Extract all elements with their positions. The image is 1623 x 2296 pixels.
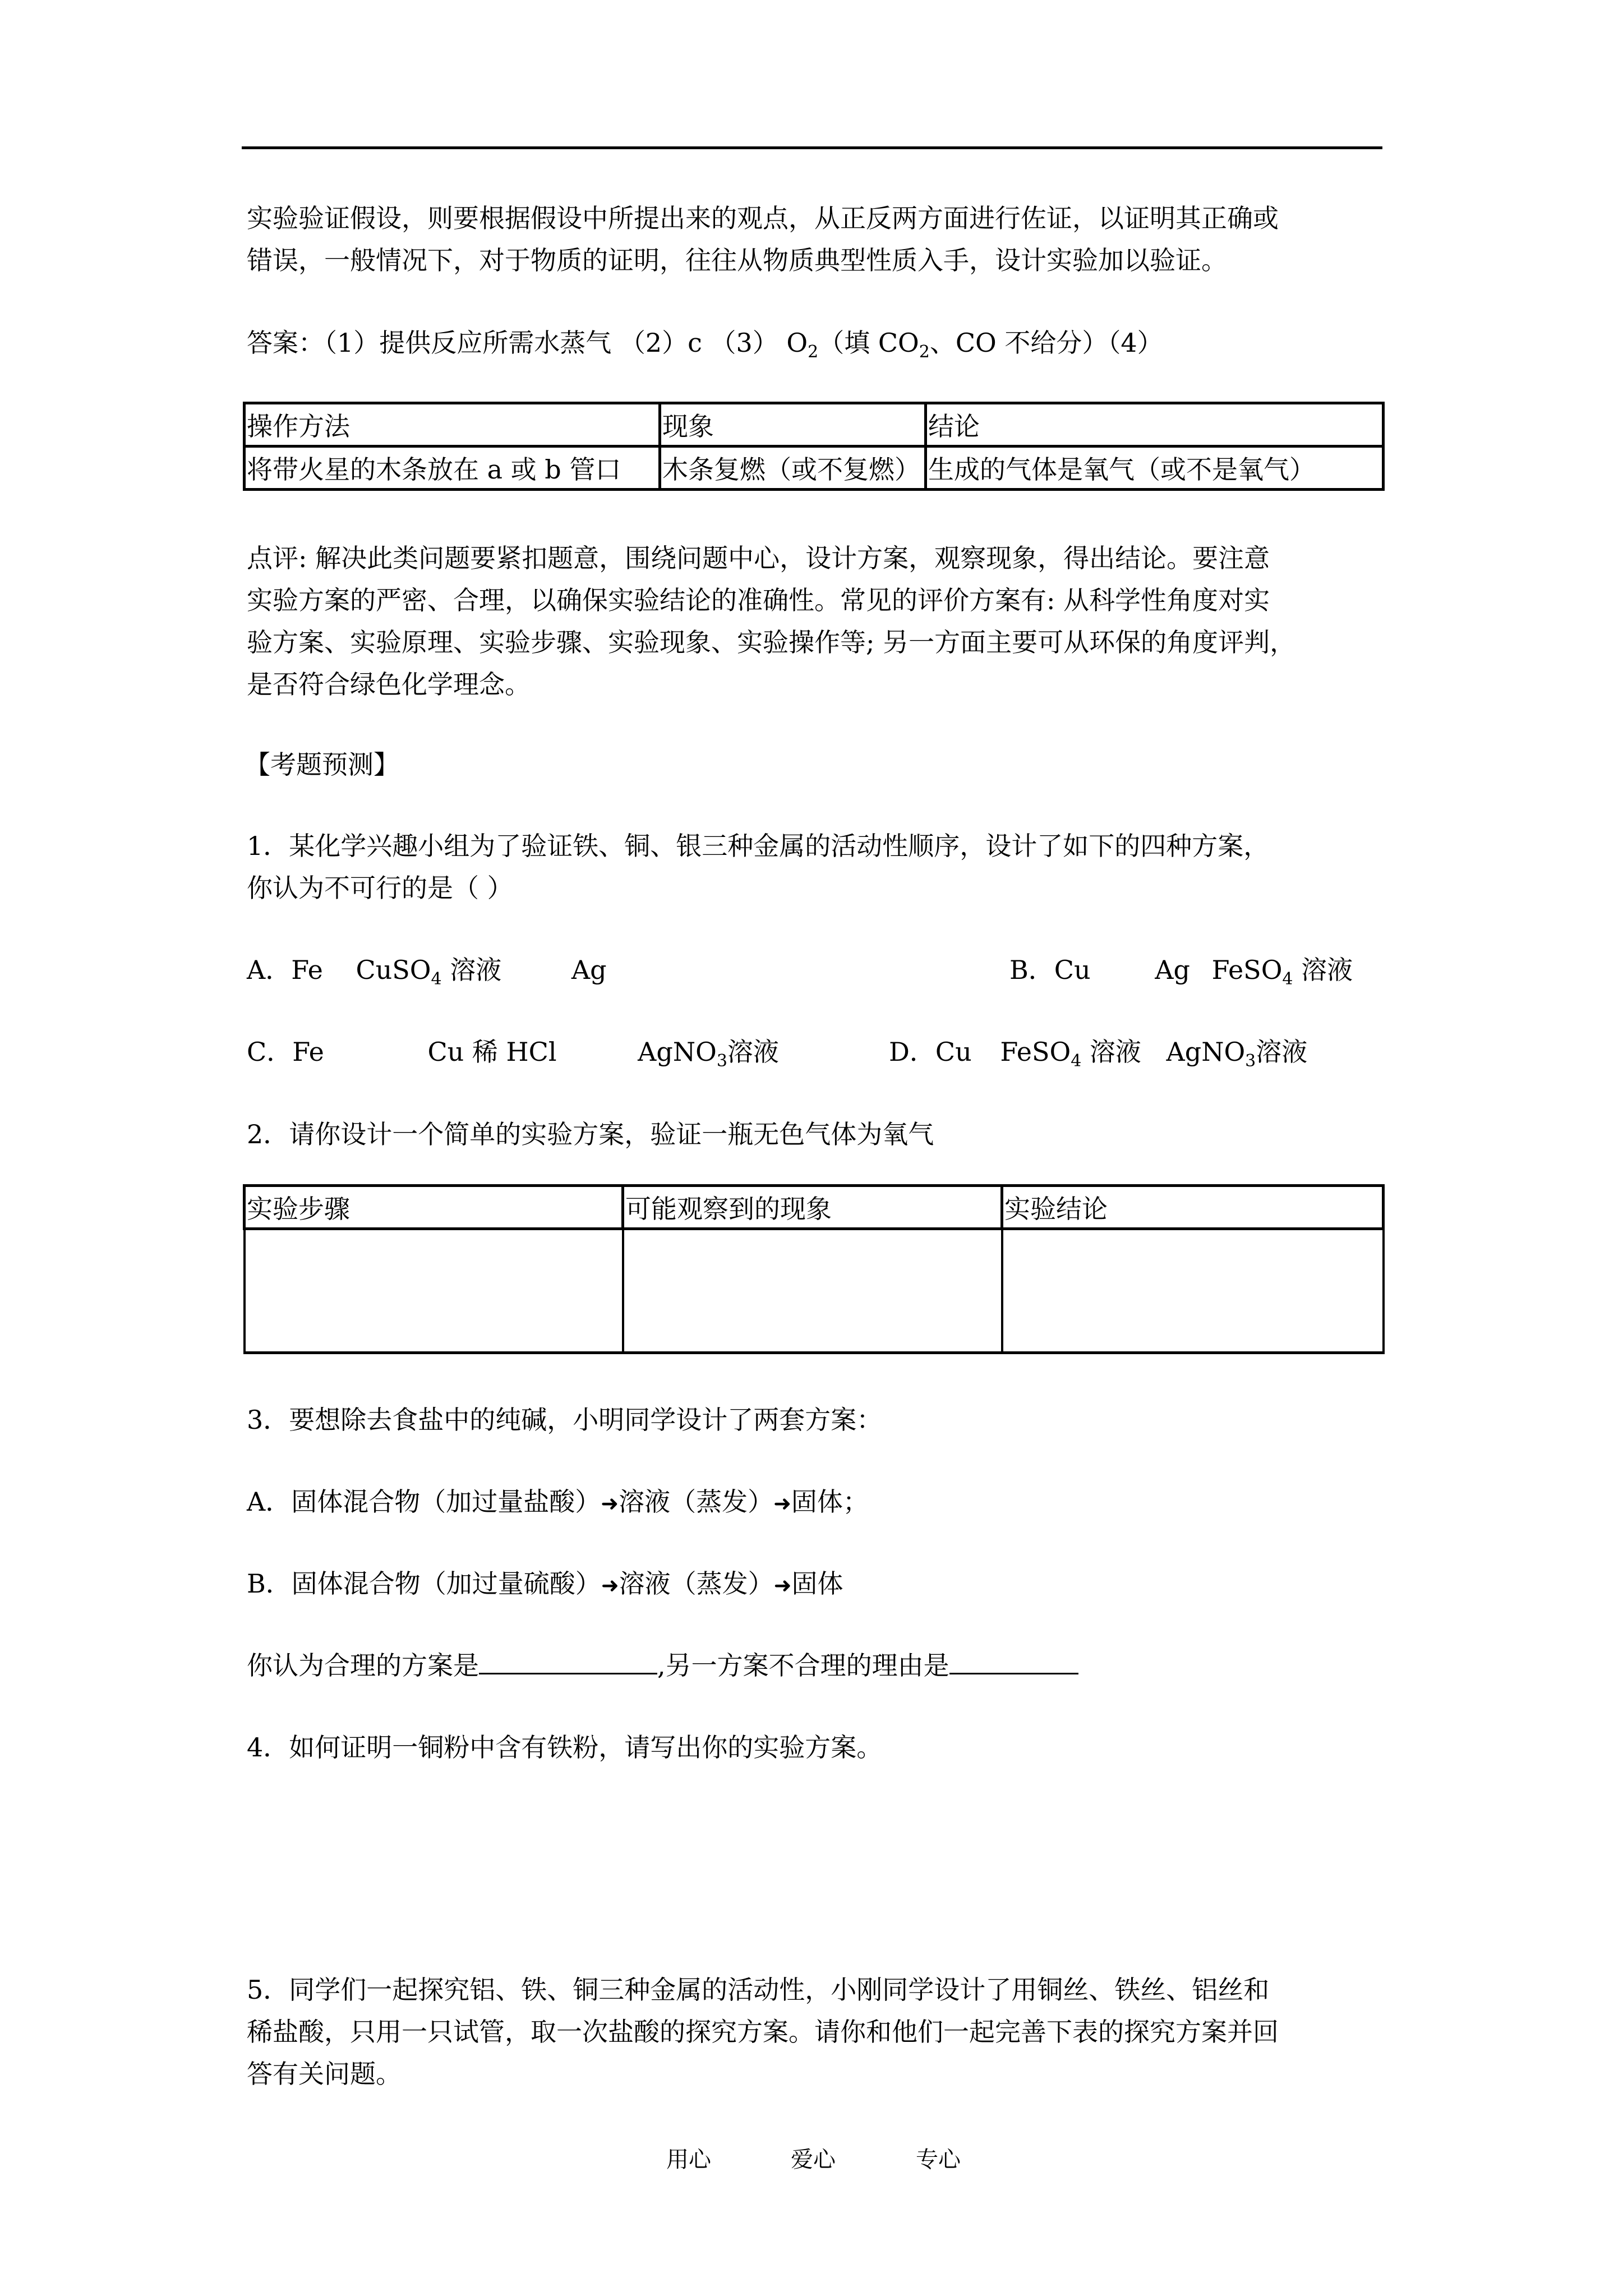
option-label: B．Cu xyxy=(1009,955,1091,985)
q3-fill-line xyxy=(247,1645,1385,1687)
intro-paragraph xyxy=(247,197,1385,282)
answer-mid: （填 CO xyxy=(818,328,919,358)
arrow-right-icon: ➜ xyxy=(773,1491,791,1516)
q2-table xyxy=(243,1184,1385,1354)
answer-cell-conclusion[interactable] xyxy=(1002,1229,1384,1353)
intro-line: 错误，一般情况下，对于物质的证明，往往从物质典型性质入手，设计实验加以验证。 xyxy=(247,245,1227,275)
option-text: CuSO xyxy=(356,955,431,985)
subscript: 4 xyxy=(431,969,442,989)
q1-option-d[interactable] xyxy=(889,1032,1307,1069)
question-text: 5．同学们一起探究铝、铁、铜三种金属的活动性，小刚同学设计了用铜丝、铁丝、铝丝和 xyxy=(247,1975,1270,2005)
option-text: 溶液（蒸发） xyxy=(619,1487,774,1517)
question-4: 4．如何证明一铜粉中含有铁粉，请写出你的实验方案。 xyxy=(247,1732,883,1763)
table-cell: 木条复燃（或不复燃） xyxy=(660,447,926,490)
option-text: 溶液 xyxy=(1081,1037,1141,1067)
table-header-cell: 实验结论 xyxy=(1002,1186,1384,1229)
option-text: AgNO xyxy=(638,1037,717,1067)
q1-option-a[interactable] xyxy=(247,950,607,987)
header-rule xyxy=(242,146,1382,149)
fill-prompt: ,另一方案不合理的理由是 xyxy=(657,1650,949,1681)
subscript: 3 xyxy=(1245,1051,1256,1071)
comment-line: 是否符合绿色化学理念。 xyxy=(247,669,531,700)
option-label: C．Fe xyxy=(247,1037,324,1067)
table-header-cell: 可能观察到的现象 xyxy=(623,1186,1002,1229)
answer-prefix: 答案：（1）提供反应所需水蒸气 （2）c （3） O xyxy=(247,328,808,358)
answer-table xyxy=(243,402,1385,491)
answer-line xyxy=(247,322,1385,364)
option-label: A．Fe xyxy=(247,955,323,985)
table-cell: 将带火星的木条放在 a 或 b 管口 xyxy=(245,447,660,490)
question-2: 2．请你设计一个简单的实验方案，验证一瓶无色气体为氧气 xyxy=(247,1119,934,1149)
arrow-right-icon: ➜ xyxy=(601,1491,619,1516)
option-text: Ag xyxy=(1155,955,1190,985)
option-text: 溶液 xyxy=(441,955,502,985)
footer-item: 爱心 xyxy=(791,2147,836,2173)
footer-item: 用心 xyxy=(666,2147,711,2173)
question-text: 答有关问题。 xyxy=(247,2059,402,2089)
table-header-cell: 实验步骤 xyxy=(245,1186,623,1229)
option-text: B．固体混合物（加过量硫酸） xyxy=(247,1568,601,1599)
option-text: FeSO xyxy=(1211,955,1283,985)
option-text: Cu 稀 HCl xyxy=(427,1037,557,1067)
question-text: 稀盐酸，只用一只试管，取一次盐酸的探究方案。请你和他们一起完善下表的探究方案并回 xyxy=(247,2017,1279,2047)
subscript: 3 xyxy=(716,1051,727,1071)
footer-item: 专心 xyxy=(916,2147,961,2173)
answer-suffix: 、CO 不给分）（4） xyxy=(929,328,1163,358)
intro-line: 实验验证假设，则要根据假设中所提出来的观点，从正反两方面进行佐证，以证明其正确或 xyxy=(247,203,1279,233)
option-text: 溶液 xyxy=(1256,1037,1308,1067)
table-header-cell: 现象 xyxy=(660,403,926,447)
arrow-right-icon: ➜ xyxy=(773,1573,792,1598)
question-1 xyxy=(247,825,1385,909)
question-3: 3．要想除去食盐中的纯碱，小明同学设计了两套方案： xyxy=(247,1405,883,1435)
q3-option-a xyxy=(247,1481,1385,1525)
question-text: 1．某化学兴趣小组为了验证铁、铜、银三种金属的活动性顺序，设计了如下的四种方案， xyxy=(247,831,1270,861)
option-text: 固体； xyxy=(791,1487,869,1517)
q1-option-c[interactable] xyxy=(247,1032,779,1069)
blank-answer-1[interactable] xyxy=(479,1650,657,1674)
subscript: 2 xyxy=(808,342,819,362)
table-header-cell: 结论 xyxy=(926,403,1384,447)
arrow-right-icon: ➜ xyxy=(601,1573,619,1598)
option-text: 溶液（蒸发） xyxy=(619,1568,774,1599)
section-title: 【考题预测】 xyxy=(245,749,399,780)
option-text: Ag xyxy=(571,955,607,985)
comment-paragraph xyxy=(247,537,1385,706)
answer-cell-phenomena[interactable] xyxy=(623,1229,1002,1353)
subscript: 4 xyxy=(1282,969,1293,989)
question-5 xyxy=(247,1969,1385,2095)
answer-cell-steps[interactable] xyxy=(245,1229,623,1353)
subscript: 4 xyxy=(1071,1051,1082,1071)
table-header-cell: 操作方法 xyxy=(245,403,660,447)
option-text: A．固体混合物（加过量盐酸） xyxy=(247,1487,601,1517)
q1-option-b[interactable] xyxy=(1009,950,1353,987)
option-text: 溶液 xyxy=(727,1037,779,1067)
table-row xyxy=(245,1229,1384,1353)
option-text: AgNO xyxy=(1166,1037,1246,1067)
fill-prompt: 你认为合理的方案是 xyxy=(247,1650,479,1681)
option-text: 固体 xyxy=(791,1568,843,1599)
table-header-row xyxy=(245,1186,1384,1229)
option-text: 溶液 xyxy=(1293,955,1353,985)
option-text: FeSO xyxy=(1000,1037,1071,1067)
comment-line: 点评: 解决此类问题要紧扣题意，围绕问题中心，设计方案，观察现象，得出结论。要注意 xyxy=(247,543,1270,573)
option-label: D．Cu xyxy=(889,1037,972,1067)
comment-line: 实验方案的严密、合理，以确保实验结论的准确性。常见的评价方案有: 从科学性角度对实 xyxy=(247,585,1270,615)
q3-option-b xyxy=(247,1563,1385,1607)
blank-answer-2[interactable] xyxy=(949,1650,1078,1674)
subscript: 2 xyxy=(919,342,930,362)
question-text: 你认为不可行的是（ ） xyxy=(247,873,513,903)
table-cell: 生成的气体是氧气（或不是氧气） xyxy=(926,447,1384,490)
table-row xyxy=(245,447,1384,490)
table-header-row xyxy=(245,403,1384,447)
comment-line: 验方案、实验原理、实验步骤、实验现象、实验操作等; 另一方面主要可从环保的角度评判， xyxy=(247,627,1296,657)
